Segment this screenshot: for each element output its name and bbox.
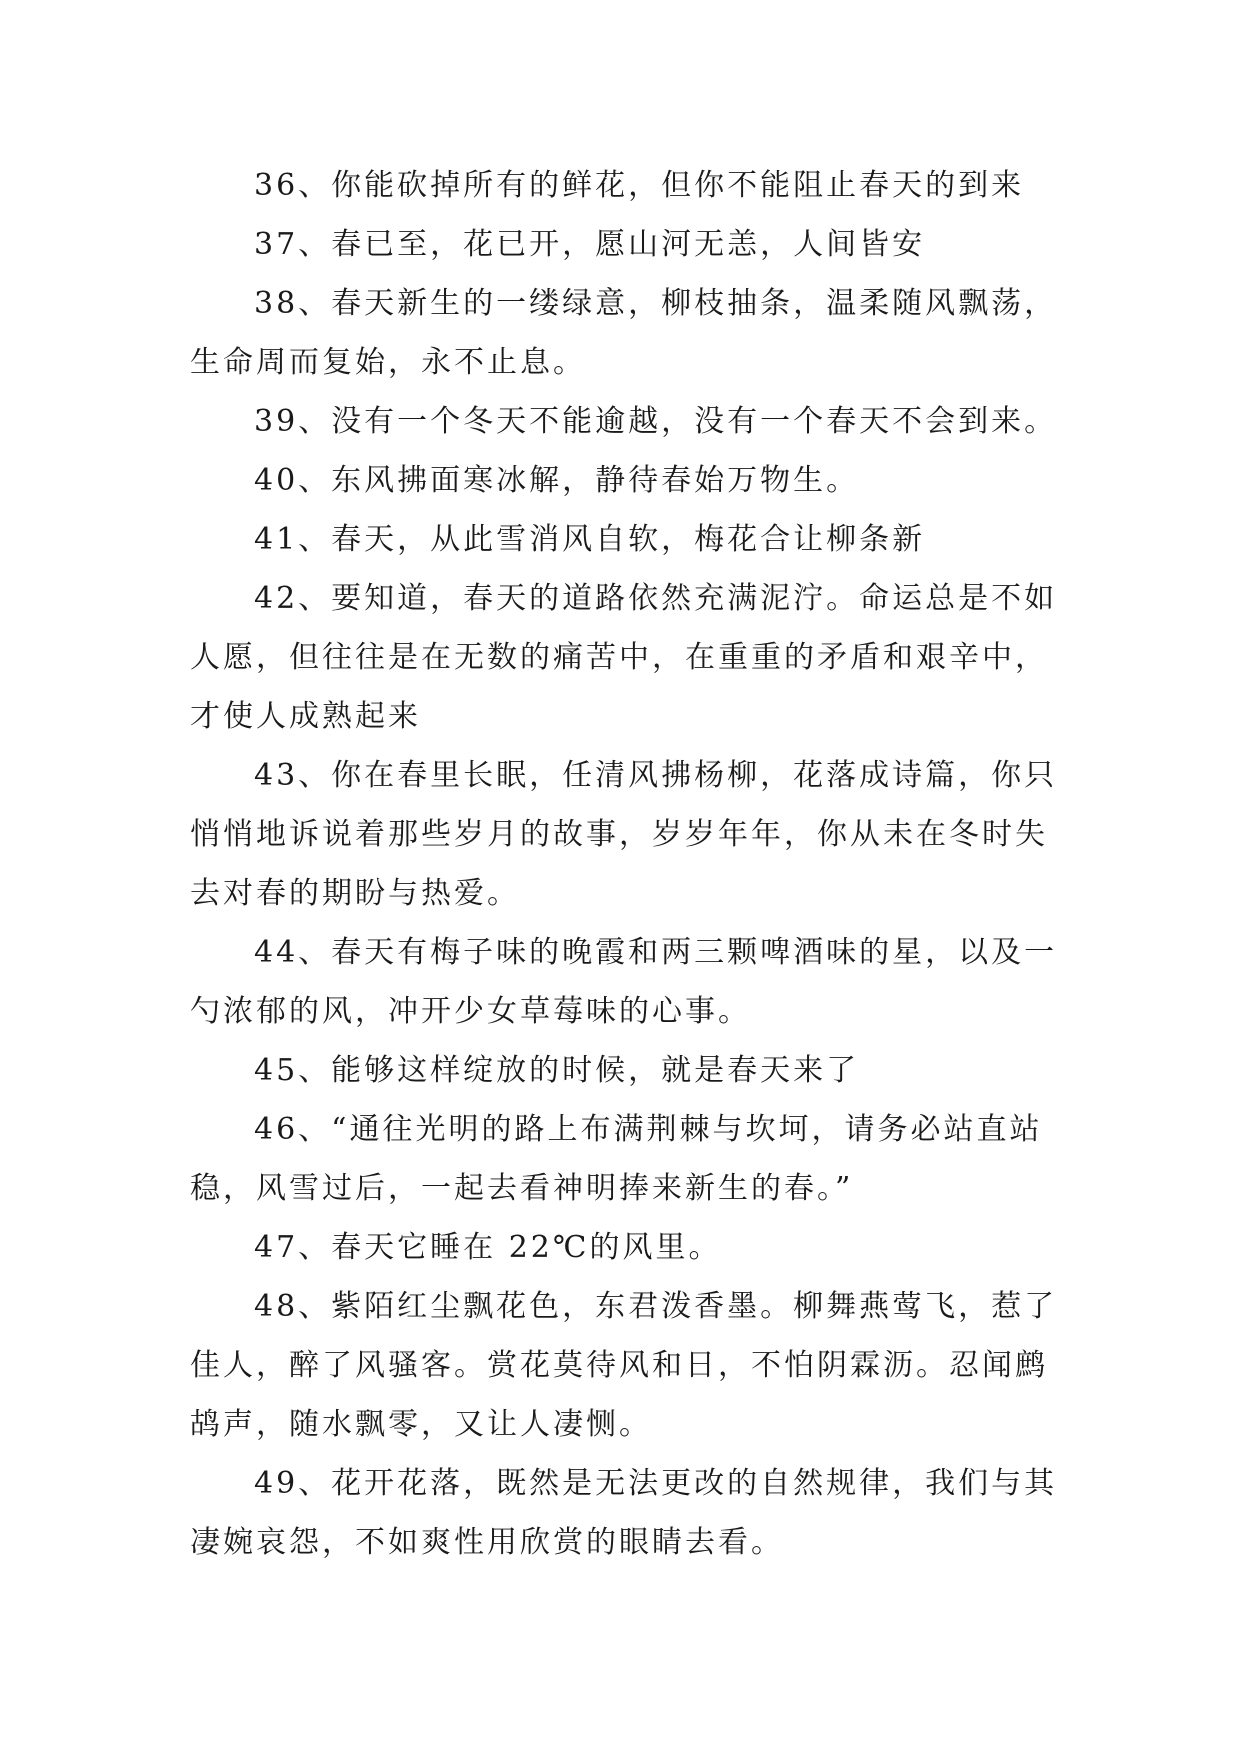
paragraph-41: 41、春天，从此雪消风自软，梅花合让柳条新 — [254, 522, 926, 557]
paragraph-45: 45、能够这样绽放的时候，就是春天来了 — [254, 1053, 860, 1088]
paragraph-36: 36、你能砍掉所有的鲜花，但你不能阻止春天的到来 — [254, 168, 1025, 203]
paragraph-46: 46、“通往光明的路上布满荆棘与坎坷，请务必站直站稳，风雪过后，一起去看神明捧来新生的春。” — [190, 1112, 1043, 1206]
paragraph-43: 43、你在春里长眠，任清风拂杨柳，花落成诗篇，你只悄悄地诉说着那些岁月的故事，岁岁年年，你从未在冬时失去对春的期盼与热爱。 — [190, 758, 1058, 911]
paragraph-49: 49、花开花落，既然是无法更改的自然规律，我们与其凄婉哀怨，不如爽性用欣赏的眼睛去看。 — [190, 1466, 1058, 1560]
document-body — [190, 156, 1080, 1572]
paragraph-39: 39、没有一个冬天不能逾越，没有一个春天不会到来。 — [254, 404, 1058, 439]
paragraph-47: 47、春天它睡在 22℃的风里。 — [254, 1230, 722, 1265]
paragraph-44: 44、春天有梅子味的晚霞和两三颗啤酒味的星，以及一勺浓郁的风，冲开少女草莓味的心事。 — [190, 935, 1058, 1029]
paragraph-37: 37、春已至，花已开，愿山河无恙，人间皆安 — [254, 227, 926, 262]
paragraph-42: 42、要知道，春天的道路依然充满泥泞。命运总是不如人愿，但往往是在无数的痛苦中，在重重的矛盾和艰辛中，才使人成熟起来 — [190, 581, 1058, 734]
paragraph-38: 38、春天新生的一缕绿意，柳枝抽条，温柔随风飘荡，生命周而复始，永不止息。 — [190, 286, 1058, 380]
paragraph-48: 48、紫陌红尘飘花色，东君泼香墨。柳舞燕莺飞，惹了佳人，醉了风骚客。赏花莫待风和日，不怕阴霖沥。忍闻鹧鸪声，随水飘零，又让人凄恻。 — [190, 1289, 1058, 1442]
paragraph-40: 40、东风拂面寒冰解，静待春始万物生。 — [254, 463, 860, 498]
